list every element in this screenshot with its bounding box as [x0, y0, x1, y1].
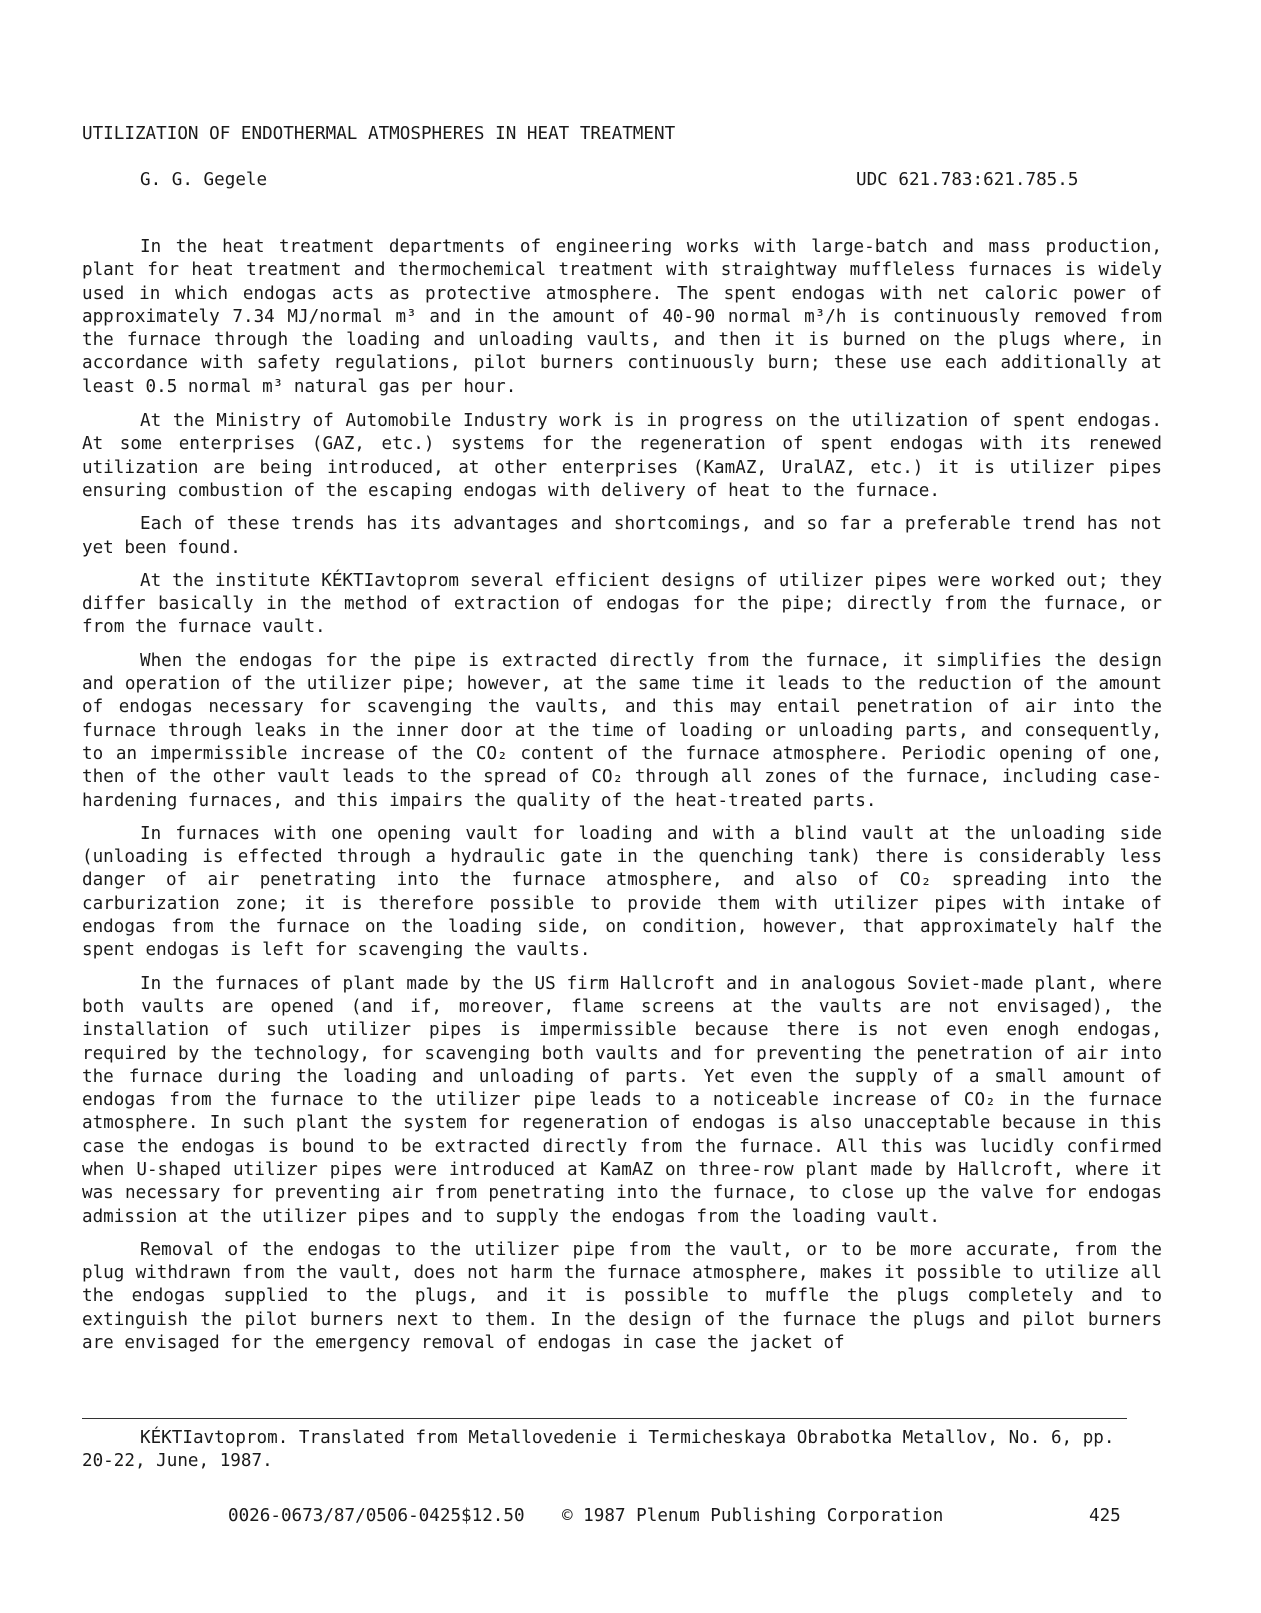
paragraph: Removal of the endogas to the utilizer pipe from the vault, or to be more accurate, from the plug withdrawn from the vault, does not harm the furnace atmosphere, makes it possible to utilize all the endogas supplied to the plugs, and it is possible to muffle the plugs completely and to extinguish the pilot burners next to them. In the design of the furnace the plugs and pilot burners are envisaged for the emergency removal of endogas in case the jacket of	[82, 1239, 1162, 1354]
footnote-divider	[82, 1418, 1127, 1419]
publication-code: 0026-0673/87/0506-0425$12.50	[228, 1506, 525, 1526]
paragraph: Each of these trends has its advantages and shortcomings, and so far a preferable trend has not yet been found.	[82, 514, 1162, 558]
copyright-notice: © 1987 Plenum Publishing Corporation	[562, 1506, 944, 1526]
paragraph: In the furnaces of plant made by the US firm Hallcroft and in analogous Soviet-made plant, where both vaults are opened (and if, moreover, flame screens at the vaults are not envisaged), the installation of such utilizer pipes is impermissible because there is not even enogh endogas, required by the technology, for scavenging both vaults and for preventing the penetration of air into the furnace during the loading and unloading of parts. Yet even the supply of a small amount of endogas from the furnace to the utilizer pipe leads to a noticeable increase of CO₂ in the furnace atmosphere. In such plant the system for regeneration of endogas is also unacceptable because in this case the endogas is bound to be extracted directly from the furnace. All this was lucidly confirmed when U-shaped utilizer pipes were introduced at KamAZ on three-row plant made by Hallcroft, where it was necessary for preventing air from penetrating into the furnace, to close up the valve for endogas admission at the utilizer pipes and to supply the endogas from the loading vault.	[82, 973, 1162, 1227]
paragraph: In the heat treatment departments of engineering works with large-batch and mass production, plant for heat treatment and thermochemical treatment with straightway muffleless furnaces is widely used in which endogas acts as protective atmosphere. The spent endogas with net caloric power of approximately 7.34 MJ/normal m³ and in the amount of 40-90 normal m³/h is continuously removed from the furnace through the loading and unloading vaults, and then it is burned on the plugs where, in accordance with safety regulations, pilot burners continuously burn; these use each additionally at least 0.5 normal m³ natural gas per hour.	[82, 237, 1162, 397]
paragraph: In furnaces with one opening vault for loading and with a blind vault at the unloading side (unloading is effected through a hydraulic gate in the quenching tank) there is considerably less danger of air penetrating into the furnace atmosphere, and also of CO₂ spreading into the carburization zone; it is therefore possible to provide them with utilizer pipes with intake of endogas from the furnace on the loading side, on condition, however, that approximately half the spent endogas is left for scavenging the vaults.	[82, 823, 1162, 961]
footnote: KÉKTIavtoprom. Translated from Metallovedenie i Termicheskaya Obrabotka Metallov, No. 6, pp. 20-22, June, 1987.	[82, 1428, 1115, 1471]
paragraph: At the Ministry of Automobile Industry work is in progress on the utilization of spent endogas. At some enterprises (GAZ, etc.) systems for the regeneration of spent endogas with its renewed utilization are being introduced, at other enterprises (KamAZ, UralAZ, etc.) it is utilizer pipes ensuring combustion of the escaping endogas with delivery of heat to the furnace.	[82, 411, 1162, 501]
paragraph: At the institute KÉKTIavtoprom several efficient designs of utilizer pipes were worked out; they differ basically in the method of extraction of endogas for the pipe; directly from the furnace, or from the furnace vault.	[82, 570, 1162, 638]
page-number: 425	[1089, 1506, 1121, 1526]
paragraph: When the endogas for the pipe is extracted directly from the furnace, it simplifies the design and operation of the utilizer pipe; however, at the same time it leads to the reduction of the amount of endogas necessary for scavenging the vaults, and this may entail penetration of air into the furnace through leaks in the inner door at the time of loading or unloading parts, and consequently, to an impermissible increase of the CO₂ content of the furnace atmosphere. Periodic opening of one, then of the other vault leads to the spread of CO₂ through all zones of the furnace, including case-hardening furnaces, and this impairs the quality of the heat-treated parts.	[82, 650, 1162, 811]
author-name: G. G. Gegele	[140, 170, 268, 190]
udc-code: UDC 621.783:621.785.5	[856, 170, 1079, 190]
article-title: UTILIZATION OF ENDOTHERMAL ATMOSPHERES IN HEAT TREATMENT	[82, 124, 676, 144]
article-body	[82, 236, 1162, 1365]
